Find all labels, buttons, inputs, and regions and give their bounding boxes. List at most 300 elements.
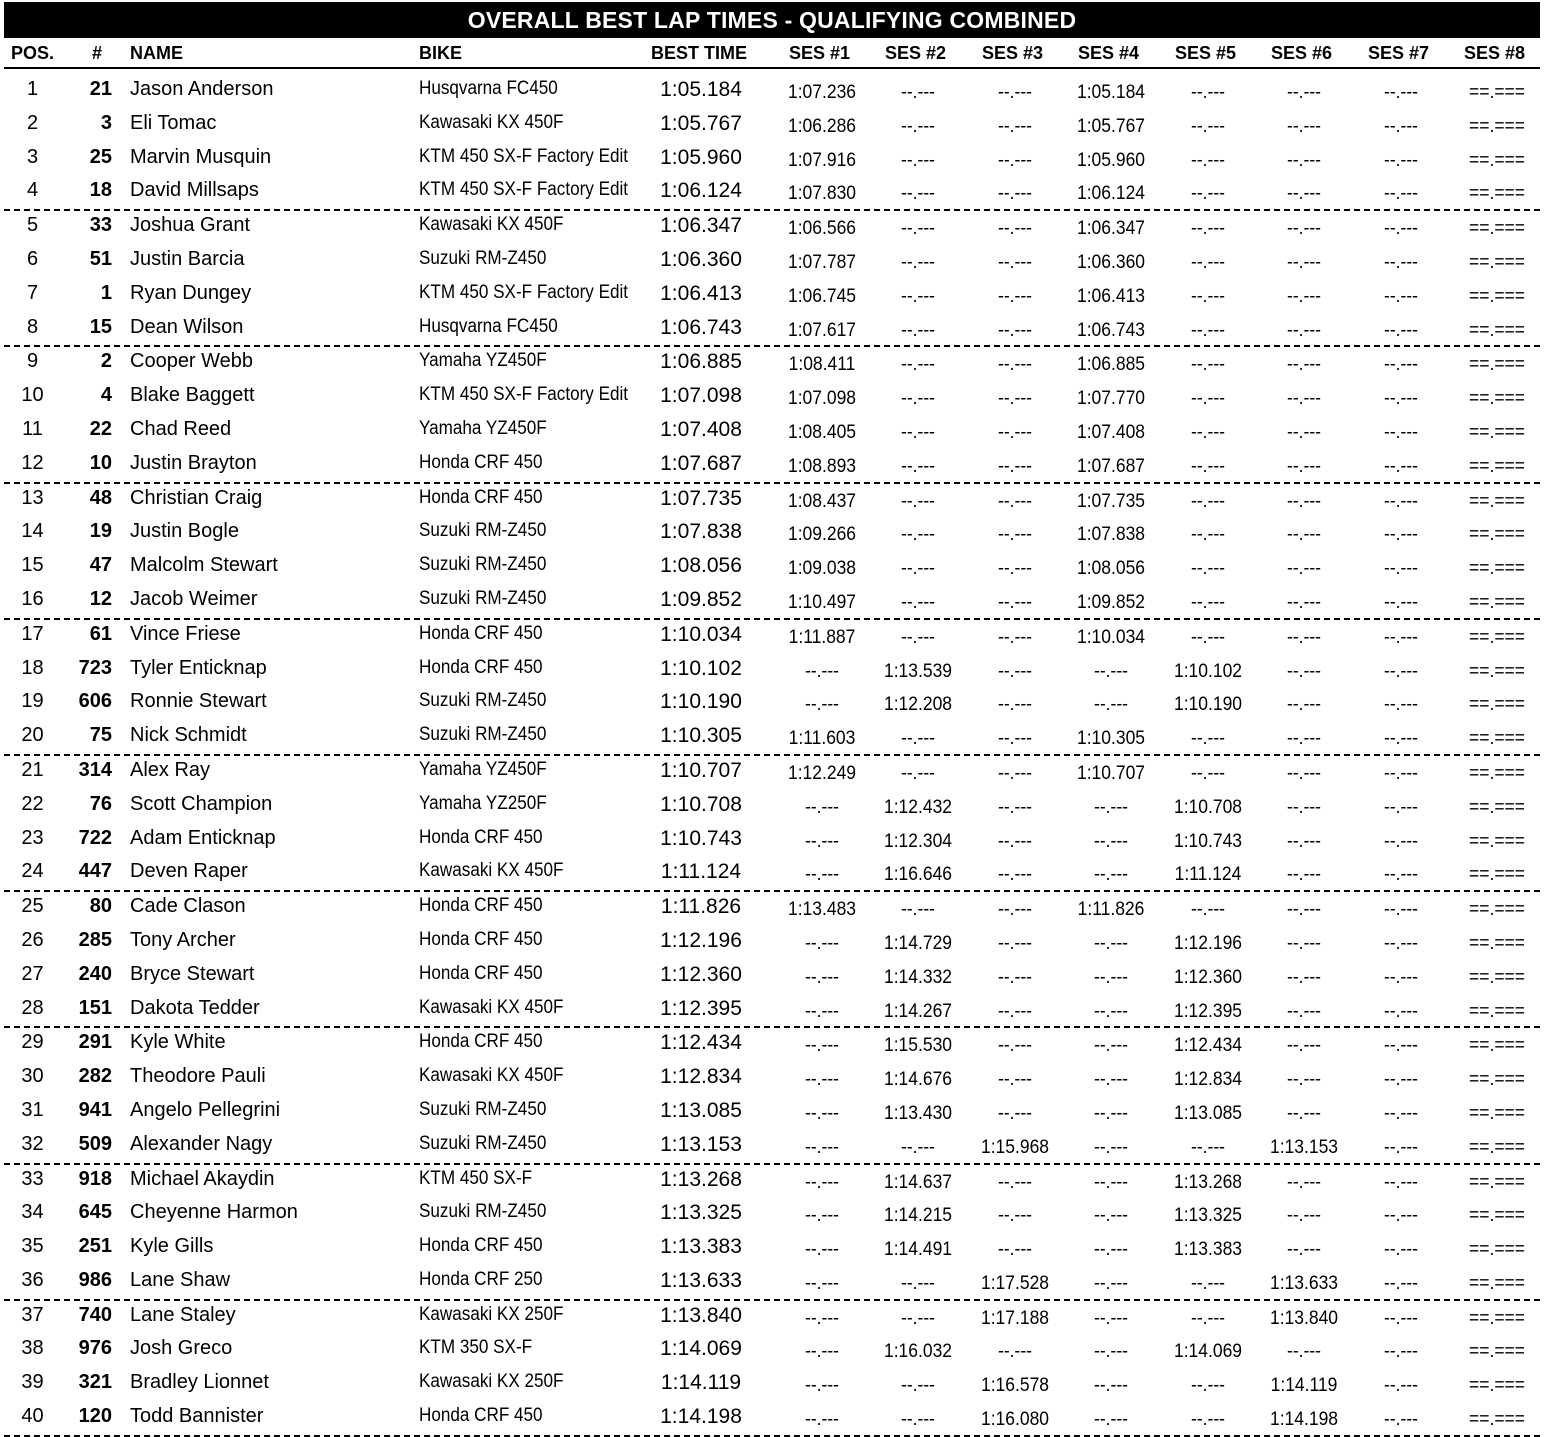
position-cell: 37 [21, 1303, 44, 1326]
session-8-time-cell: ==.=== [1469, 115, 1525, 137]
session-5-time-cell: 1:13.085 [1173, 1102, 1243, 1124]
session-5-time-cell: 1:12.360 [1173, 966, 1243, 988]
rider-number-cell: 291 [78, 1031, 112, 1054]
rider-number-cell: 48 [89, 486, 112, 509]
rider-number-cell: 12 [89, 587, 112, 610]
table-row [4, 517, 1540, 551]
session-5-time-cell: 1:12.834 [1173, 1069, 1243, 1091]
bike-cell: Kawasaki KX 450F [419, 996, 564, 1018]
rider-name-cell: Theodore Pauli [130, 1065, 266, 1088]
rider-number-cell: 740 [78, 1303, 112, 1326]
session-1-time-cell: 1:07.098 [787, 388, 857, 410]
best-time-cell: 1:06.413 [660, 281, 742, 305]
bike-cell: Kawasaki KX 250F [419, 1371, 564, 1393]
session-6-time-cell: --.--- [1287, 490, 1321, 512]
position-cell: 28 [21, 996, 44, 1019]
best-time-cell: 1:06.743 [660, 315, 742, 339]
session-2-time-cell: 1:12.304 [883, 830, 953, 852]
session-8-time-cell: ==.=== [1469, 183, 1525, 205]
bike-cell: Yamaha YZ450F [419, 758, 547, 780]
session-2-time-cell: 1:14.676 [883, 1069, 953, 1091]
table-row [4, 449, 1540, 484]
best-time-cell: 1:13.383 [660, 1235, 742, 1259]
bike-cell: Honda CRF 450 [419, 451, 543, 473]
bike-cell: Kawasaki KX 450F [419, 214, 564, 236]
best-time-cell: 1:12.395 [660, 996, 742, 1020]
session-6-time-cell: --.--- [1287, 82, 1321, 103]
session-7-time-cell: --.--- [1384, 1035, 1418, 1057]
bike-cell: Suzuki RM-Z450 [419, 247, 547, 269]
position-cell: 35 [21, 1235, 44, 1258]
session-6-time-cell: --.--- [1287, 932, 1321, 954]
session-2-time-cell: --.--- [901, 421, 935, 443]
rider-number-cell: 51 [89, 247, 112, 270]
session-4-time-cell: 1:06.413 [1076, 285, 1146, 307]
table-row [4, 654, 1540, 688]
position-cell: 31 [21, 1098, 44, 1121]
session-5-time-cell: --.--- [1191, 455, 1225, 477]
best-time-cell: 1:08.056 [660, 554, 742, 578]
position-cell: 24 [21, 860, 44, 883]
rider-name-cell: Dakota Tedder [130, 996, 260, 1019]
session-7-time-cell: --.--- [1384, 1136, 1418, 1158]
session-7-time-cell: --.--- [1384, 1239, 1418, 1261]
session-6-time-cell: --.--- [1287, 728, 1321, 750]
session-3-time-cell: --.--- [998, 626, 1032, 648]
bike-cell: Honda CRF 450 [419, 622, 543, 644]
position-cell: 36 [21, 1268, 44, 1291]
session-5-time-cell: 1:12.434 [1173, 1035, 1243, 1057]
session-6-time-cell: --.--- [1287, 455, 1321, 477]
session-6-time-cell: --.--- [1287, 183, 1321, 205]
session-7-time-cell: --.--- [1384, 626, 1418, 648]
position-cell: 16 [21, 587, 44, 610]
session-1-time-cell: 1:06.566 [787, 218, 857, 240]
session-7-time-cell: --.--- [1384, 1272, 1418, 1294]
session-8-time-cell: ==.=== [1469, 1341, 1525, 1363]
session-2-time-cell: --.--- [901, 183, 935, 205]
session-6-time-cell: 1:13.840 [1269, 1307, 1339, 1329]
session-1-time-cell: 1:09.038 [787, 558, 857, 580]
session-6-time-cell: 1:13.153 [1269, 1136, 1339, 1158]
session-4-time-cell: --.--- [1094, 1375, 1128, 1397]
session-7-time-cell: --.--- [1384, 591, 1418, 613]
session-7-time-cell: --.--- [1384, 421, 1418, 443]
session-7-time-cell: --.--- [1384, 796, 1418, 818]
session-6-time-cell: --.--- [1287, 558, 1321, 580]
position-cell: 29 [21, 1031, 44, 1054]
session-5-time-cell: --.--- [1191, 1375, 1225, 1397]
header-ses-8: SES #8 [1464, 43, 1526, 63]
rider-name-cell: Dean Wilson [130, 315, 244, 338]
session-2-time-cell: --.--- [901, 115, 935, 137]
session-5-time-cell: --.--- [1191, 524, 1225, 546]
session-2-time-cell: --.--- [901, 218, 935, 240]
rider-name-cell: Michael Akaydin [130, 1167, 275, 1190]
session-7-time-cell: --.--- [1384, 1171, 1418, 1193]
best-time-cell: 1:14.069 [660, 1337, 742, 1361]
session-3-time-cell: --.--- [998, 694, 1032, 716]
session-6-time-cell: --.--- [1287, 251, 1321, 273]
table-row [4, 211, 1540, 245]
header-bike: BIKE [419, 43, 463, 63]
session-6-time-cell: --.--- [1287, 694, 1321, 716]
session-5-time-cell: --.--- [1191, 899, 1225, 921]
session-1-time-cell: --.--- [805, 1069, 839, 1091]
session-3-time-cell: --.--- [998, 830, 1032, 852]
session-4-time-cell: --.--- [1094, 1035, 1128, 1057]
session-6-time-cell: --.--- [1287, 149, 1321, 171]
rider-name-cell: Joshua Grant [130, 214, 251, 237]
rider-number-cell: 75 [89, 724, 112, 747]
best-time-cell: 1:07.098 [660, 384, 742, 408]
session-5-time-cell: --.--- [1191, 1307, 1225, 1329]
table-row [4, 687, 1540, 721]
session-5-time-cell: 1:12.196 [1173, 932, 1243, 954]
best-time-cell: 1:10.707 [660, 758, 742, 782]
rider-number-cell: 976 [78, 1337, 112, 1360]
session-7-time-cell: --.--- [1384, 183, 1418, 205]
session-1-time-cell: --.--- [805, 1000, 839, 1022]
session-8-time-cell: ==.=== [1469, 455, 1525, 477]
session-1-time-cell: 1:08.437 [787, 490, 857, 512]
bike-cell: Kawasaki KX 250F [419, 1303, 564, 1325]
session-6-time-cell: --.--- [1287, 285, 1321, 307]
session-3-time-cell: --.--- [998, 1205, 1032, 1227]
bike-cell: Kawasaki KX 450F [419, 111, 564, 133]
session-2-time-cell: --.--- [901, 1136, 935, 1158]
session-2-time-cell: --.--- [901, 762, 935, 784]
session-3-time-cell: --.--- [998, 558, 1032, 580]
best-time-cell: 1:05.184 [660, 78, 742, 101]
session-8-time-cell: ==.=== [1469, 218, 1525, 240]
session-2-time-cell: --.--- [901, 591, 935, 613]
session-3-time-cell: 1:17.528 [980, 1272, 1050, 1294]
session-5-time-cell: 1:10.743 [1173, 830, 1243, 852]
session-4-time-cell: --.--- [1094, 1136, 1128, 1158]
session-3-time-cell: 1:15.968 [980, 1136, 1050, 1158]
best-time-cell: 1:06.347 [660, 214, 742, 238]
session-5-time-cell: 1:11.124 [1174, 864, 1242, 886]
rider-number-cell: 918 [78, 1167, 112, 1190]
session-3-time-cell: --.--- [998, 115, 1032, 137]
best-time-cell: 1:06.124 [660, 179, 742, 203]
session-1-time-cell: --.--- [805, 966, 839, 988]
session-3-time-cell: 1:16.080 [980, 1409, 1050, 1431]
session-2-time-cell: --.--- [901, 524, 935, 546]
session-1-time-cell: 1:07.916 [787, 149, 857, 171]
session-4-time-cell: 1:07.770 [1076, 388, 1146, 410]
session-8-time-cell: ==.=== [1469, 1307, 1525, 1329]
session-8-time-cell: ==.=== [1469, 490, 1525, 512]
session-1-time-cell: 1:12.249 [787, 762, 857, 784]
session-4-time-cell: 1:06.885 [1076, 354, 1146, 376]
bike-cell: Suzuki RM-Z450 [419, 1132, 547, 1154]
session-7-time-cell: --.--- [1384, 490, 1418, 512]
session-5-time-cell: 1:10.102 [1173, 660, 1243, 682]
bike-cell: KTM 450 SX-F Factory Edit [419, 145, 629, 167]
session-2-time-cell: 1:14.332 [883, 966, 953, 988]
session-1-time-cell: --.--- [805, 660, 839, 682]
session-4-time-cell: 1:07.838 [1076, 524, 1146, 546]
rider-number-cell: 606 [78, 690, 112, 713]
session-7-time-cell: --.--- [1384, 899, 1418, 921]
session-8-time-cell: ==.=== [1469, 1000, 1525, 1022]
session-2-time-cell: --.--- [901, 728, 935, 750]
bike-cell: Suzuki RM-Z450 [419, 520, 547, 542]
session-6-time-cell: --.--- [1287, 966, 1321, 988]
rider-number-cell: 314 [78, 758, 112, 781]
session-7-time-cell: --.--- [1384, 932, 1418, 954]
session-4-time-cell: --.--- [1094, 1069, 1128, 1091]
rider-number-cell: 22 [89, 417, 112, 440]
table-row [4, 1130, 1540, 1165]
session-3-time-cell: --.--- [998, 455, 1032, 477]
session-2-time-cell: 1:15.530 [883, 1035, 953, 1057]
session-3-time-cell: --.--- [998, 524, 1032, 546]
best-time-cell: 1:10.034 [660, 622, 742, 646]
session-5-time-cell: --.--- [1191, 1409, 1225, 1431]
session-6-time-cell: --.--- [1287, 421, 1321, 443]
session-4-time-cell: 1:06.743 [1076, 319, 1146, 341]
session-1-time-cell: 1:10.497 [787, 591, 857, 613]
session-2-time-cell: 1:14.637 [883, 1171, 953, 1193]
position-cell: 17 [21, 622, 44, 645]
session-8-time-cell: ==.=== [1469, 762, 1525, 784]
position-cell: 6 [26, 247, 39, 270]
session-1-time-cell: 1:08.405 [787, 421, 857, 443]
session-6-time-cell: --.--- [1287, 1171, 1321, 1193]
session-6-time-cell: --.--- [1287, 1239, 1321, 1261]
session-3-time-cell: --.--- [998, 319, 1032, 341]
best-time-cell: 1:05.767 [660, 111, 742, 135]
session-5-time-cell: --.--- [1191, 591, 1225, 613]
rider-number-cell: 4 [100, 384, 112, 407]
bike-cell: Suzuki RM-Z450 [419, 1201, 547, 1223]
session-7-time-cell: --.--- [1384, 455, 1418, 477]
session-4-time-cell: 1:07.408 [1076, 421, 1146, 443]
best-time-cell: 1:10.190 [660, 690, 742, 714]
table-row [4, 994, 1540, 1029]
session-1-time-cell: --.--- [805, 1205, 839, 1227]
header-best-time: BEST TIME [651, 43, 748, 63]
session-6-time-cell: --.--- [1287, 1341, 1321, 1363]
rider-name-cell: Todd Bannister [130, 1405, 264, 1428]
session-2-time-cell: --.--- [901, 149, 935, 171]
rider-number-cell: 19 [89, 520, 112, 543]
session-8-time-cell: ==.=== [1469, 626, 1525, 648]
bike-cell: Honda CRF 450 [419, 1405, 543, 1427]
position-cell: 4 [26, 179, 39, 202]
session-5-time-cell: 1:13.325 [1173, 1205, 1243, 1227]
session-5-time-cell: --.--- [1191, 421, 1225, 443]
session-1-time-cell: 1:07.236 [787, 82, 857, 103]
session-5-time-cell: 1:14.069 [1173, 1341, 1243, 1363]
bike-cell: KTM 450 SX-F Factory Edit [419, 384, 629, 406]
rider-number-cell: 21 [89, 78, 112, 100]
rider-name-cell: Justin Barcia [130, 247, 245, 270]
session-2-time-cell: --.--- [901, 455, 935, 477]
bike-cell: KTM 450 SX-F Factory Edit [419, 179, 629, 201]
table-row [4, 1028, 1540, 1062]
session-4-time-cell: --.--- [1094, 830, 1128, 852]
header-ses-6: SES #6 [1271, 43, 1333, 63]
session-8-time-cell: ==.=== [1469, 1069, 1525, 1091]
rider-number-cell: 61 [89, 622, 112, 645]
table-row [4, 824, 1540, 858]
session-8-time-cell: ==.=== [1469, 728, 1525, 750]
table-header [4, 40, 1540, 69]
session-7-time-cell: --.--- [1384, 82, 1418, 103]
bike-cell: KTM 450 SX-F Factory Edit [419, 281, 629, 303]
session-8-time-cell: ==.=== [1469, 1205, 1525, 1227]
rider-number-cell: 986 [78, 1268, 112, 1291]
position-cell: 40 [21, 1405, 44, 1428]
bike-cell: KTM 350 SX-F [419, 1337, 533, 1359]
table-row [4, 551, 1540, 585]
session-6-time-cell: --.--- [1287, 1069, 1321, 1091]
position-cell: 9 [26, 350, 39, 373]
session-3-time-cell: --.--- [998, 864, 1032, 886]
rider-name-cell: Kyle Gills [130, 1235, 214, 1258]
best-time-cell: 1:13.840 [660, 1303, 742, 1327]
session-5-time-cell: --.--- [1191, 82, 1225, 103]
session-2-time-cell: --.--- [901, 251, 935, 273]
header-number: # [92, 43, 103, 63]
session-7-time-cell: --.--- [1384, 1000, 1418, 1022]
session-7-time-cell: --.--- [1384, 1205, 1418, 1227]
table-row [4, 1368, 1540, 1402]
table-row [4, 926, 1540, 960]
best-time-cell: 1:14.119 [660, 1371, 742, 1395]
session-8-time-cell: ==.=== [1469, 285, 1525, 307]
session-3-time-cell: --.--- [998, 354, 1032, 376]
session-2-time-cell: 1:13.539 [883, 660, 953, 682]
session-4-time-cell: --.--- [1094, 1171, 1128, 1193]
best-time-cell: 1:10.743 [660, 826, 742, 850]
rider-number-cell: 321 [78, 1371, 112, 1394]
session-3-time-cell: --.--- [998, 591, 1032, 613]
bike-cell: Suzuki RM-Z450 [419, 554, 547, 576]
session-1-time-cell: 1:13.483 [787, 899, 857, 921]
header-ses-7: SES #7 [1368, 43, 1430, 63]
bike-cell: Suzuki RM-Z450 [419, 1098, 547, 1120]
best-time-cell: 1:07.838 [660, 520, 742, 544]
session-1-time-cell: --.--- [805, 1035, 839, 1057]
best-time-cell: 1:06.885 [660, 350, 742, 374]
session-6-time-cell: --.--- [1287, 660, 1321, 682]
rider-number-cell: 285 [78, 928, 112, 951]
bike-cell: Suzuki RM-Z450 [419, 690, 547, 712]
session-7-time-cell: --.--- [1384, 388, 1418, 410]
session-3-time-cell: --.--- [998, 1239, 1032, 1261]
session-3-time-cell: 1:16.578 [980, 1375, 1050, 1397]
session-3-time-cell: --.--- [998, 966, 1032, 988]
session-5-time-cell: 1:13.268 [1173, 1171, 1243, 1193]
bike-cell: Kawasaki KX 450F [419, 860, 564, 882]
best-time-cell: 1:09.852 [660, 587, 742, 611]
header-name: NAME [130, 43, 183, 63]
session-8-time-cell: ==.=== [1469, 591, 1525, 613]
bike-cell: Honda CRF 450 [419, 895, 543, 917]
page-title: OVERALL BEST LAP TIMES - QUALIFYING COMBINED [4, 2, 1540, 38]
bike-cell: Kawasaki KX 450F [419, 1065, 564, 1087]
session-4-time-cell: 1:07.687 [1076, 455, 1146, 477]
rider-name-cell: Adam Enticknap [130, 826, 276, 849]
session-2-time-cell: --.--- [901, 1272, 935, 1294]
session-5-time-cell: --.--- [1191, 388, 1225, 410]
session-1-time-cell: 1:07.787 [787, 251, 857, 273]
session-8-time-cell: ==.=== [1469, 421, 1525, 443]
best-time-cell: 1:13.325 [660, 1201, 742, 1225]
session-4-time-cell: --.--- [1094, 1239, 1128, 1261]
rider-name-cell: Jason Anderson [130, 78, 274, 100]
header-ses-1: SES #1 [789, 43, 851, 63]
session-7-time-cell: --.--- [1384, 251, 1418, 273]
session-3-time-cell: --.--- [998, 490, 1032, 512]
bike-cell: Honda CRF 450 [419, 656, 543, 678]
session-6-time-cell: --.--- [1287, 115, 1321, 137]
session-8-time-cell: ==.=== [1469, 830, 1525, 852]
table-row [4, 1334, 1540, 1368]
best-time-cell: 1:11.124 [660, 860, 742, 884]
session-8-time-cell: ==.=== [1469, 149, 1525, 171]
session-7-time-cell: --.--- [1384, 149, 1418, 171]
session-1-time-cell: --.--- [805, 1375, 839, 1397]
session-4-time-cell: --.--- [1094, 1102, 1128, 1124]
best-time-cell: 1:12.834 [660, 1065, 742, 1089]
best-time-cell: 1:13.085 [660, 1098, 742, 1122]
rider-number-cell: 18 [89, 179, 112, 202]
position-cell: 22 [21, 792, 44, 815]
best-time-cell: 1:12.360 [660, 962, 742, 986]
rider-name-cell: Alexander Nagy [130, 1132, 273, 1155]
table-row [4, 721, 1540, 756]
session-4-time-cell: --.--- [1094, 1272, 1128, 1294]
session-4-time-cell: --.--- [1094, 1341, 1128, 1363]
session-2-time-cell: --.--- [901, 1409, 935, 1431]
session-2-time-cell: --.--- [901, 1375, 935, 1397]
table-row [4, 484, 1540, 518]
position-cell: 38 [21, 1337, 44, 1360]
header-ses-3: SES #3 [982, 43, 1044, 63]
session-7-time-cell: --.--- [1384, 524, 1418, 546]
session-5-time-cell: --.--- [1191, 149, 1225, 171]
session-8-time-cell: ==.=== [1469, 558, 1525, 580]
session-3-time-cell: --.--- [998, 149, 1032, 171]
session-7-time-cell: --.--- [1384, 1069, 1418, 1091]
table-row [4, 381, 1540, 415]
session-2-time-cell: 1:14.729 [883, 932, 953, 954]
rider-name-cell: Justin Brayton [130, 451, 257, 474]
session-5-time-cell: --.--- [1191, 115, 1225, 137]
session-3-time-cell: --.--- [998, 285, 1032, 307]
session-7-time-cell: --.--- [1384, 218, 1418, 240]
bike-cell: Husqvarna FC450 [419, 315, 558, 337]
session-6-time-cell: --.--- [1287, 626, 1321, 648]
session-5-time-cell: --.--- [1191, 626, 1225, 648]
session-8-time-cell: ==.=== [1469, 1035, 1525, 1057]
session-3-time-cell: --.--- [998, 796, 1032, 818]
session-5-time-cell: --.--- [1191, 251, 1225, 273]
position-cell: 19 [21, 690, 44, 713]
session-7-time-cell: --.--- [1384, 728, 1418, 750]
position-cell: 12 [21, 451, 44, 474]
position-cell: 14 [21, 520, 44, 543]
session-3-time-cell: --.--- [998, 1102, 1032, 1124]
rider-name-cell: David Millsaps [130, 179, 259, 202]
best-time-cell: 1:07.687 [660, 451, 742, 475]
